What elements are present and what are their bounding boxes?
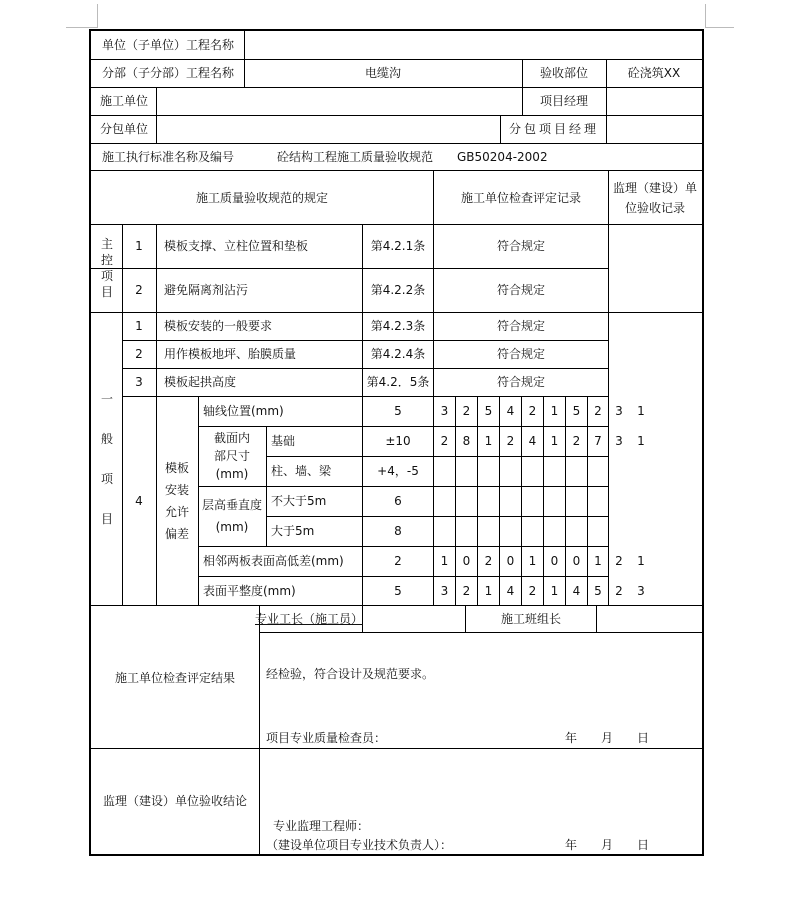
measured-value-cell: 2 — [615, 554, 623, 568]
measured-value-cell: 3 — [440, 404, 449, 418]
inspection-conclusion: 经检验，符合设计及规范要求。 — [266, 667, 435, 681]
page-corner-mark — [706, 27, 734, 28]
measured-value-cell: 0 — [506, 554, 515, 568]
supervision-month: 月 — [600, 838, 614, 852]
measured-value-cell: 1 — [550, 434, 559, 448]
col-header-supervision: 监理（建设）单位验收记录 — [613, 181, 698, 215]
main-item-desc: 避免隔离剂沾污 — [164, 283, 249, 297]
measured-value-cell: 4 — [506, 404, 515, 418]
main-item-clause: 第4.2.2条 — [370, 283, 426, 297]
general-item-desc: 模板起拱高度 — [164, 375, 237, 389]
construction-unit-label: 施工单位 — [99, 94, 149, 108]
inspection-form — [89, 29, 704, 856]
general-item-clause: 第4.2．5条 — [366, 375, 430, 389]
measured-value-cell: 1 — [484, 584, 493, 598]
result-year: 年 — [564, 731, 578, 745]
subcontract-unit-label: 分包单位 — [99, 122, 149, 136]
subcontract-manager-label: 分包项目经理 — [508, 122, 600, 136]
general-item-desc: 模板安装的一般要求 — [164, 319, 273, 333]
page-corner-mark — [97, 4, 98, 28]
main-item-result: 符合规定 — [496, 283, 546, 297]
general-item-clause: 第4.2.4条 — [370, 347, 426, 361]
owner-tech-lead-label: （建设单位项目专业技术负责人）： — [266, 838, 453, 852]
measured-value-cell: 1 — [440, 554, 449, 568]
division-value: 电缆沟 — [364, 66, 402, 80]
measured-value-cell: 1 — [550, 404, 559, 418]
general-item-result: 符合规定 — [496, 347, 546, 361]
measured-value-cell: 5 — [484, 404, 493, 418]
general-item-no: 1 — [135, 319, 143, 333]
page-corner-mark — [66, 27, 97, 28]
measured-value-cell: 1 — [637, 404, 645, 418]
measured-value-cell: 3 — [440, 584, 449, 598]
main-item-no: 1 — [135, 239, 143, 253]
measured-value-cell: 2 — [528, 404, 537, 418]
main-group-label: 主控项目 — [100, 237, 113, 299]
tolerance-allowance: 2 — [394, 554, 402, 568]
measured-value-cell: 1 — [594, 554, 602, 568]
result-month: 月 — [600, 731, 614, 745]
col-header-spec: 施工质量验收规范的规定 — [195, 191, 329, 205]
result-section-label: 施工单位检查评定结果 — [114, 671, 236, 685]
measured-value-cell: 1 — [637, 554, 645, 568]
measured-value-cell: 5 — [594, 584, 602, 598]
measured-value-cell: 2 — [462, 584, 471, 598]
measured-value-cell: 1 — [550, 584, 559, 598]
floor-verticality-label: 层高垂直度(mm) — [202, 498, 263, 534]
tolerance-item-label: 表面平整度(mm) — [203, 584, 296, 598]
general-item-desc: 用作模板地坪、胎膜质量 — [164, 347, 297, 361]
tolerance-item-label: 柱、墙、梁 — [271, 464, 332, 478]
general-item-no: 2 — [135, 347, 143, 361]
tolerance-allowance: 8 — [394, 524, 402, 538]
measured-value-cell: 3 — [615, 434, 623, 448]
supervision-day: 日 — [636, 838, 650, 852]
tolerance-allowance: ±10 — [385, 434, 411, 448]
measured-value-cell: 2 — [462, 404, 471, 418]
unit-project-label: 单位（子单位）工程名称 — [101, 38, 235, 52]
general-item-no: 3 — [135, 375, 143, 389]
measured-value-cell: 3 — [637, 584, 645, 598]
section-size-label: 截面内部尺寸(mm) — [213, 431, 250, 481]
tolerance-allowance: 6 — [394, 494, 402, 508]
tolerance-allowance: 5 — [394, 584, 402, 598]
main-item-clause: 第4.2.1条 — [370, 239, 426, 253]
measured-value-cell: 4 — [506, 584, 515, 598]
general-group-label: 一般项目 — [100, 392, 113, 526]
measured-value-cell: 0 — [572, 554, 581, 568]
measured-value-cell: 2 — [594, 404, 602, 418]
measured-value-cell: 2 — [506, 434, 515, 448]
standard-label: 施工执行标准名称及编号 — [101, 150, 235, 164]
tolerance-group-label: 模板安装允许偏差 — [164, 461, 189, 541]
measured-value-cell: 8 — [462, 434, 471, 448]
tolerance-item-label: 不大于5m — [271, 494, 327, 508]
supervision-year: 年 — [564, 838, 578, 852]
col-header-check-record: 施工单位检查评定记录 — [460, 191, 582, 205]
measured-value-cell: 0 — [550, 554, 559, 568]
tolerance-no: 4 — [135, 494, 143, 508]
tolerance-item-label: 相邻两板表面高低差(mm) — [203, 554, 344, 568]
measured-value-cell: 3 — [615, 404, 623, 418]
main-item-result: 符合规定 — [496, 239, 546, 253]
tolerance-allowance: +4，-5 — [377, 464, 419, 478]
inspector-label: 项目专业质量检查员： — [266, 731, 387, 745]
measured-value-cell: 1 — [528, 554, 537, 568]
tolerance-item-label: 大于5m — [271, 524, 315, 538]
measured-value-cell: 1 — [637, 434, 645, 448]
measured-value-cell: 4 — [572, 584, 581, 598]
division-label: 分部（子分部）工程名称 — [101, 66, 235, 80]
measured-value-cell: 4 — [528, 434, 537, 448]
tolerance-allowance: 5 — [394, 404, 402, 418]
tolerance-item-label: 轴线位置(mm) — [203, 404, 284, 418]
measured-value-cell: 2 — [484, 554, 493, 568]
page-corner-mark — [705, 4, 706, 28]
main-item-no: 2 — [135, 283, 143, 297]
main-item-desc: 模板支撑、立柱位置和垫板 — [164, 239, 309, 253]
measured-value-cell: 7 — [594, 434, 602, 448]
measured-value-cell: 2 — [572, 434, 581, 448]
measured-value-cell: 5 — [572, 404, 581, 418]
measured-value-cell: 2 — [615, 584, 623, 598]
measured-value-cell: 2 — [528, 584, 537, 598]
standard-value: 砼结构工程施工质量验收规范 GB50204-2002 — [277, 150, 548, 164]
supervision-engineer-label: 专业监理工程师： — [273, 819, 370, 833]
team-leader-label: 施工班组长 — [500, 612, 562, 626]
measured-value-cell: 2 — [440, 434, 449, 448]
project-manager-label: 项目经理 — [539, 94, 589, 108]
acceptance-part-label: 验收部位 — [539, 66, 589, 80]
measured-value-cell: 0 — [462, 554, 471, 568]
foreman-label: 专业工长（施工员） — [254, 612, 364, 626]
general-item-clause: 第4.2.3条 — [370, 319, 426, 333]
general-item-result: 符合规定 — [496, 319, 546, 333]
general-item-result: 符合规定 — [496, 375, 546, 389]
acceptance-part-value: 砼浇筑XX — [627, 66, 681, 80]
supervision-section-label: 监理（建设）单位验收结论 — [102, 794, 248, 808]
tolerance-item-label: 基础 — [271, 434, 296, 448]
measured-value-cell: 1 — [484, 434, 493, 448]
result-day: 日 — [636, 731, 650, 745]
